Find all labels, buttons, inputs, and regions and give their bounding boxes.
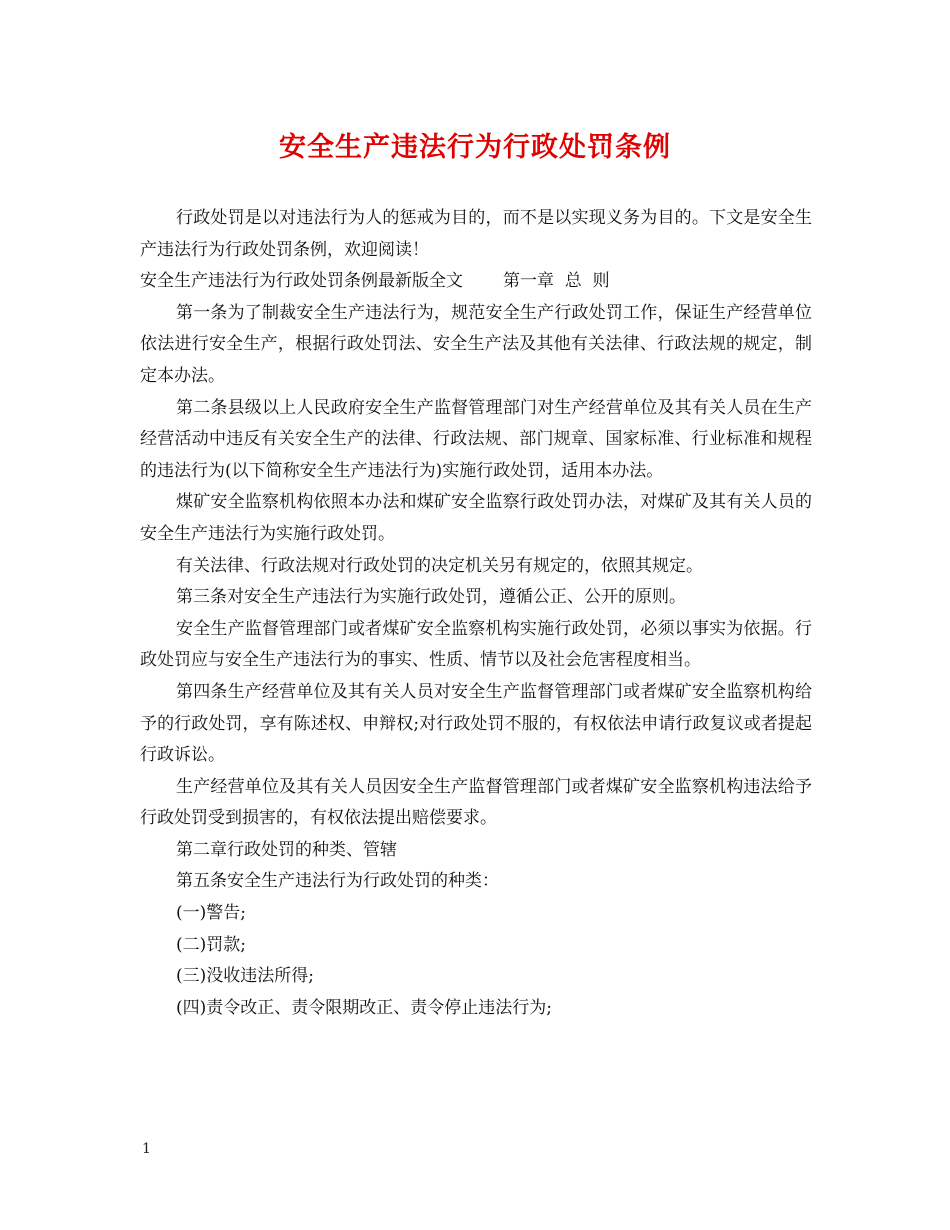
paragraph-compensation: 生产经营单位及其有关人员因安全生产监督管理部门或者煤矿安全监察机构违法给予行政处罚受到损害的，有权依法提出赔偿要求。 <box>140 776 812 829</box>
paragraph-coal-mine: 煤矿安全监察机构依照本办法和煤矿安全监察行政处罚办法，对煤矿及其有关人员的安全生产违法行为实施行政处罚。 <box>140 492 812 544</box>
chapter-one-heading: 第一章 总 则 <box>503 271 610 292</box>
article-4: 第四条生产经营单位及其有关人员对安全生产监督管理部门或者煤矿安全监察机构给予的行政处罚，享有陈述权、申辩权;对行政处罚不服的，有权依法申请行政复议或者提起行政诉讼。 <box>140 681 812 766</box>
full-text-label: 安全生产违法行为行政处罚条例最新版全文 <box>140 271 463 292</box>
article-5: 第五条安全生产违法行为行政处罚的种类： <box>176 871 499 892</box>
penalty-item-3: (三)没收违法所得; <box>176 966 314 987</box>
paragraph-other-laws: 有关法律、行政法规对行政处罚的决定机关另有规定的，依照其规定。 <box>176 555 703 576</box>
chapter-heading-line <box>140 266 812 298</box>
intro-paragraph: 行政处罚是以对违法行为人的惩戒为目的，而不是以实现义务为目的。下文是安全生产违法行为行政处罚条例，欢迎阅读！ <box>140 208 812 260</box>
document-title: 安全生产违法行为行政处罚条例 <box>279 132 671 163</box>
page-number: 1 <box>142 1141 151 1157</box>
document-body <box>140 203 812 1024</box>
penalty-item-4: (四)责令改正、责令限期改正、责令停止违法行为; <box>176 997 552 1018</box>
paragraph-facts-basis: 安全生产监督管理部门或者煤矿安全监察机构实施行政处罚，必须以事实为依据。行政处罚应与安全生产违法行为的事实、性质、情节以及社会危害程度相当。 <box>140 618 812 671</box>
chapter-two-heading: 第二章行政处罚的种类、管辖 <box>176 839 397 860</box>
article-3: 第三条对安全生产违法行为实施行政处罚，遵循公正、公开的原则。 <box>176 587 686 608</box>
penalty-item-2: (二)罚款; <box>176 934 246 955</box>
article-2: 第二条县级以上人民政府安全生产监督管理部门对生产经营单位及其有关人员在生产经营活动中违反有关安全生产的法律、行政法规、部门规章、国家标准、行业标准和规程的违法行为(以下简称安全生产违法行为)实施行政处罚，适用本办法。 <box>140 397 812 481</box>
penalty-item-1: (一)警告; <box>176 903 246 924</box>
article-1: 第一条为了制裁安全生产违法行为，规范安全生产行政处罚工作，保证生产经营单位依法进行安全生产，根据行政处罚法、安全生产法及其他有关法律、行政法规的规定，制定本办法。 <box>140 302 812 386</box>
